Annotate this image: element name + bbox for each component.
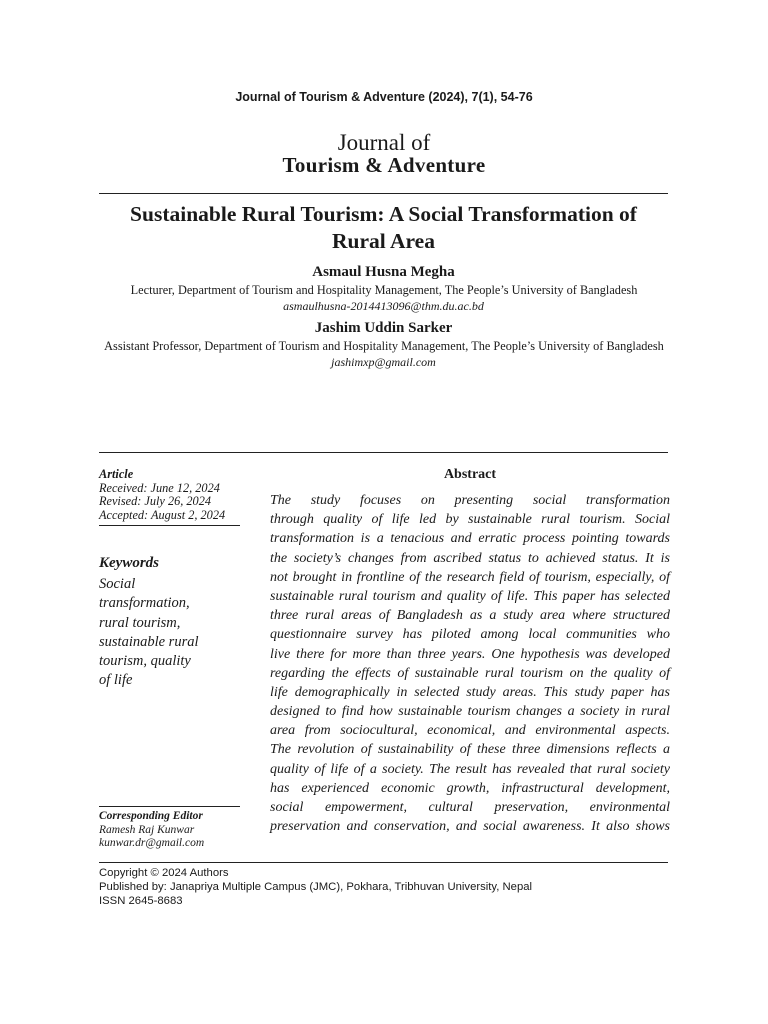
abstract-line: sustainable rural tourism and quality of life. This paper has selected xyxy=(270,588,670,604)
abstract-line: the society’s changes from ascribed status to achieved status. It is xyxy=(270,550,670,566)
abstract-line: social empowerment, cultural preservation, environmental xyxy=(270,800,670,815)
corresponding-divider xyxy=(99,806,240,807)
author-2-affiliation: Assistant Professor, Department of Tourism and Hospitality Management, The People’s University of Bangladesh xyxy=(104,339,664,353)
received-date: Received: June 12, 2024 xyxy=(99,480,220,495)
journal-citation: Journal of Tourism & Adventure (2024), 7(1), 54-76 xyxy=(235,90,533,104)
footer xyxy=(99,866,532,908)
corresponding-label: Corresponding Editor xyxy=(99,810,203,822)
abstract-line: area from sociocultural, economical, and environmental aspects. xyxy=(270,723,670,739)
footer-divider xyxy=(99,862,668,863)
journal-name-line2: Tourism & Adventure xyxy=(282,153,486,177)
keyword-line: transformation, xyxy=(99,595,190,612)
abstract-line: through quality of life led by sustainable rural tourism. Social xyxy=(270,512,670,528)
publisher: Published by: Janapriya Multiple Campus (JMC), Pokhara, Tribhuvan University, Nepal xyxy=(99,881,533,893)
author-1-email: asmaulhusna-2014413096@thm.du.ac.bd xyxy=(283,299,484,313)
accepted-date: Accepted: August 2, 2024 xyxy=(99,507,226,522)
abstract-line: regarding the effects of sustainable rural tourism on the quality of xyxy=(270,665,670,681)
abstract-line: live there for more than three years. One hypothesis was developed xyxy=(270,646,670,662)
header-divider xyxy=(99,193,668,194)
abstract-line: questionnaire survey has piloted among local communities who xyxy=(270,627,670,643)
abstract-line: quality of life of a society. The result has revealed that rural society xyxy=(270,761,670,777)
issn: ISSN 2645-8683 xyxy=(99,895,183,907)
author-1-name: Asmaul Husna Megha xyxy=(312,264,455,280)
abstract-line: has experienced economic growth, infrastructural development, xyxy=(270,780,670,796)
abstract-line: designed to find how sustainable tourism changes a society in rural xyxy=(270,704,670,720)
article-history-divider xyxy=(99,525,240,526)
article-history xyxy=(99,468,244,522)
article-label: Article xyxy=(99,467,134,481)
title-line2: Rural Area xyxy=(332,229,435,253)
title-line1: Sustainable Rural Tourism: A Social Transformation of xyxy=(130,202,637,226)
editor-name: Ramesh Raj Kunwar xyxy=(99,823,195,836)
section-divider xyxy=(99,452,668,453)
keyword-line: of life xyxy=(99,672,133,689)
abstract-body xyxy=(270,491,670,836)
journal-name-line1: Journal of xyxy=(337,130,431,155)
author-2-name: Jashim Uddin Sarker xyxy=(314,320,453,336)
abstract-line: The revolution of sustainability of these three dimensions reflects a xyxy=(270,742,670,758)
keyword-line: tourism, quality xyxy=(99,653,191,670)
abstract-line: transformation is a tenacious and erratic process pointing towards xyxy=(270,531,670,547)
keyword-line: Social xyxy=(99,576,136,592)
abstract-line: preservation and conservation, and social awareness. It also shows xyxy=(270,819,670,835)
corresponding-editor xyxy=(99,810,244,851)
abstract-line: life demographically in selected study areas. This study paper has xyxy=(270,684,670,700)
author-1-affiliation: Lecturer, Department of Tourism and Hospitality Management, The People’s University of Bangladesh xyxy=(130,283,638,297)
abstract-heading: Abstract xyxy=(443,467,497,482)
abstract-line: three rural areas of Bangladesh as a study area where structured xyxy=(270,608,670,624)
abstract-line: not brought in frontline of the research field of tourism, especially, of xyxy=(270,569,670,585)
author-2-email: jashimxp@gmail.com xyxy=(331,355,436,369)
copyright: Copyright © 2024 Authors xyxy=(99,867,229,879)
revised-date: Revised: July 26, 2024 xyxy=(99,494,211,508)
editor-email: kunwar.dr@gmail.com xyxy=(99,837,205,849)
keyword-line: rural tourism, xyxy=(99,614,181,631)
paper-title xyxy=(99,201,668,255)
keyword-line: sustainable rural xyxy=(99,633,199,650)
keywords-heading: Keywords xyxy=(99,555,159,571)
abstract-line: The study focuses on presenting social transformation xyxy=(270,493,670,508)
keywords-list xyxy=(99,575,239,691)
